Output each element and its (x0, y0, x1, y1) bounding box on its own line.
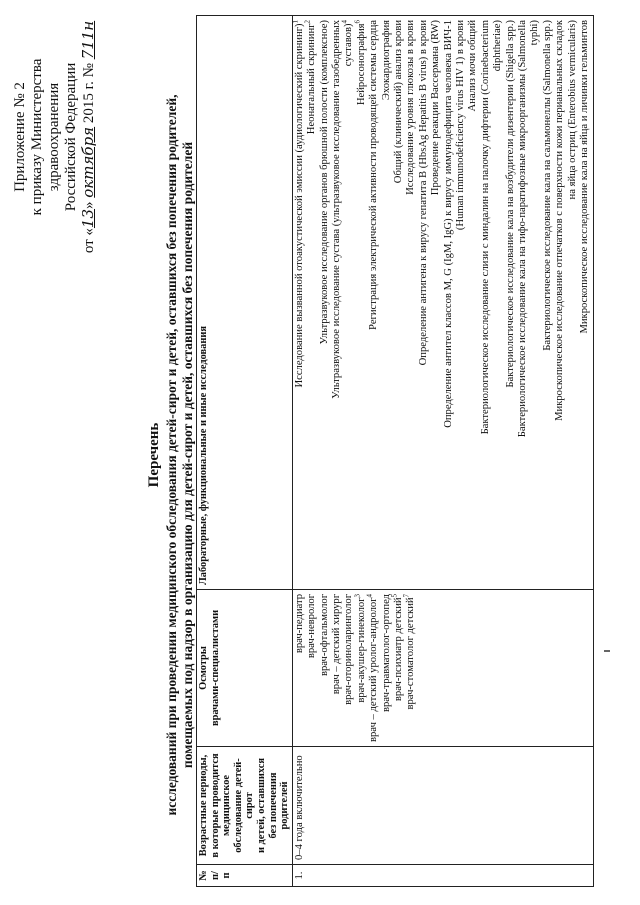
footnote-marker: 3 (353, 593, 362, 598)
lab-item (430, 20, 442, 585)
lab-item-text: Бактериологическое исследование кала на тифо-паратифозные микроорганизмы (Salmonella (517, 20, 529, 438)
doctor-item-text: врач-психиатр детский (393, 597, 404, 702)
lab-item-text: Микроскопическое исследование отпечатков с поверхности кожи перианальных складок (554, 20, 566, 421)
doctor-item-text: врач – детский уролог-андролог (368, 597, 380, 742)
footnote-marker: 4 (365, 593, 374, 598)
row-doctors (292, 589, 593, 746)
table-row (292, 16, 593, 887)
lab-item-text: Неонатальный скрининг (306, 23, 318, 135)
row-labs (292, 16, 593, 590)
lab-item-text: Общий (клинический) анализ крови (393, 20, 404, 184)
footnote-marker: 6 (353, 20, 362, 24)
row-number: 1. (292, 865, 593, 887)
examination-table (196, 15, 594, 887)
lab-item (480, 20, 492, 585)
lab-item-text: Исследование вызванной отоакустической эмиссии (аудиологический скрининг) (293, 23, 305, 388)
lab-item (492, 20, 504, 585)
lab-item-text: typhi) (529, 20, 541, 46)
order-number: 711н (79, 20, 97, 60)
order-date-line (80, 17, 98, 257)
lab-item-text: diphtheriae) (492, 20, 504, 72)
doctor-item-text: врач-травматолог-ортопед (380, 593, 392, 712)
footnote-marker: 4 (340, 20, 349, 24)
lab-item (455, 20, 467, 585)
appendix-line-3: Российской Федерации (63, 62, 79, 212)
title-heading: Перечень (146, 422, 162, 488)
lab-item-text: Исследование уровня глюкозы в крови (405, 20, 417, 195)
date-prefix: от « (81, 228, 97, 254)
header-exams-line: врачами-специалистами (209, 609, 221, 727)
lab-item (467, 20, 479, 585)
lab-item (331, 20, 343, 585)
date-month: октября (79, 126, 97, 198)
lab-item-text: Эхокардиография (380, 20, 392, 101)
appendix-line-2: к приказу Министерства здравоохранения (29, 58, 62, 216)
lab-item-text: Проведение реакции Вассермана (RW) (430, 20, 442, 196)
lab-item (579, 20, 591, 585)
lab-item (542, 20, 554, 585)
footnote-marker: 5 (390, 593, 399, 598)
lab-item-text: (Human immunodeficiency virus HIV 1) в крови (455, 20, 467, 231)
doctor-item (319, 594, 331, 742)
header-num-line: № (198, 870, 209, 881)
lab-item-text: Ультразвуковое исследование сустава (ультразвуковое исследование тазобедренных (330, 20, 342, 399)
lab-item (418, 20, 430, 585)
lab-item (291, 20, 306, 585)
lab-item (567, 20, 579, 585)
doctor-item (390, 593, 405, 742)
date-year: 2015 г. № (81, 63, 97, 124)
header-age-line: обследование детей-сирот (232, 758, 256, 853)
header-age-line: в которые проводится (209, 753, 221, 858)
appendix-block (12, 17, 98, 257)
doctor-item (343, 594, 355, 742)
doctor-item (402, 593, 417, 742)
lab-item-text: Бактериологическое исследование слизи с миндалин на палочку дифтерии (Corinebacterium (479, 20, 491, 435)
footnote-marker: 7 (402, 593, 411, 598)
lab-item-text: суставов) (343, 23, 355, 67)
header-exams-line: Осмотры (198, 646, 209, 690)
doctor-item (365, 593, 380, 742)
doctor-item (381, 594, 393, 742)
lab-item (303, 20, 318, 585)
table-header-row (197, 16, 293, 887)
footnote-marker: 1 (291, 20, 300, 24)
header-age-line: и детей, оставшихся (255, 757, 267, 854)
lab-item-text: Анализ мочи общий (467, 20, 479, 112)
lab-item-text: Регистрация электрической активности проводящей системы сердца (368, 20, 380, 330)
doctor-item-text: врач – детский хирург (330, 593, 342, 695)
header-age-line: Возрастные периоды, (198, 754, 209, 857)
header-labs: Лабораторные, функциональные и иные исследования (197, 16, 293, 590)
lab-item-text: Ультразвуковое исследование органов брюшной полости (комплексное) (318, 20, 330, 345)
date-day: 13 (79, 208, 97, 229)
doctor-item-text: врач-акушер-гинеколог (355, 597, 367, 703)
footnote-marker: 2 (303, 20, 312, 24)
lab-item-text: Нейросонография (355, 23, 367, 106)
doctor-item-text: врач-невролог (306, 593, 318, 659)
lab-item (554, 20, 566, 585)
document-title (146, 25, 196, 885)
lab-item-text: Определение антигена к вирусу гепатита В (HbsAg Hepatitis В virus) в крови (417, 20, 429, 366)
doctor-item-text: врач-педиатр (293, 593, 305, 654)
lab-item-text: Определение антител классов M, G (IgM, IgG) к вирусу иммунодефицита человека ВИЧ-1 (442, 20, 454, 428)
lab-item-text: на яйца остриц (Enterobius vermicularis) (566, 20, 578, 200)
lab-item (340, 20, 355, 585)
lab-item (405, 20, 417, 585)
appendix-line-1: Приложение № 2 (12, 82, 28, 192)
doctor-item-text: врач-офтальмолог (318, 593, 330, 677)
header-num (197, 865, 293, 887)
title-line-1: исследований при проведении медицинского обследования детей-сирот и детей, оставшихся без попечения родителей, (164, 94, 179, 816)
lab-item (368, 20, 380, 585)
title-line-2: помещаемых под надзор в организацию для детей-сирот и детей, оставшихся без попечения родителей (180, 141, 195, 769)
lab-item-text: Микроскопическое исследование кала на яйца и личинки гельминтов (579, 20, 591, 334)
lab-item-text: Бактериологическое исследование кала на сальмонеллы (Salmonella spp.) (541, 20, 553, 351)
scan-mark (604, 650, 610, 652)
lab-item-text: Бактериологическое исследование кала на возбудители дизентерии (Shigella spp.) (504, 20, 516, 388)
date-mid: » (81, 201, 97, 209)
header-age (197, 747, 293, 865)
lab-item (517, 20, 529, 585)
doctor-item (331, 594, 343, 742)
doctor-item (294, 594, 306, 742)
header-num-line: п/п (209, 871, 233, 880)
header-age-line: медицинское (221, 774, 233, 837)
doctor-item (353, 593, 368, 742)
lab-item (443, 20, 455, 585)
lab-item (505, 20, 517, 585)
header-exams (197, 589, 293, 746)
doctor-item-text: врач-стоматолог детский (405, 597, 417, 710)
lab-item (353, 20, 368, 585)
header-age-line: без попечения родителей (267, 772, 291, 839)
doctor-item (306, 594, 318, 742)
doctor-item-text: врач-оториноларинголог (343, 593, 355, 705)
lab-item (319, 20, 331, 585)
lab-item (393, 20, 405, 585)
lab-item (529, 20, 541, 585)
lab-item (381, 20, 393, 585)
row-age-period: 0–4 года включительно (292, 747, 593, 865)
